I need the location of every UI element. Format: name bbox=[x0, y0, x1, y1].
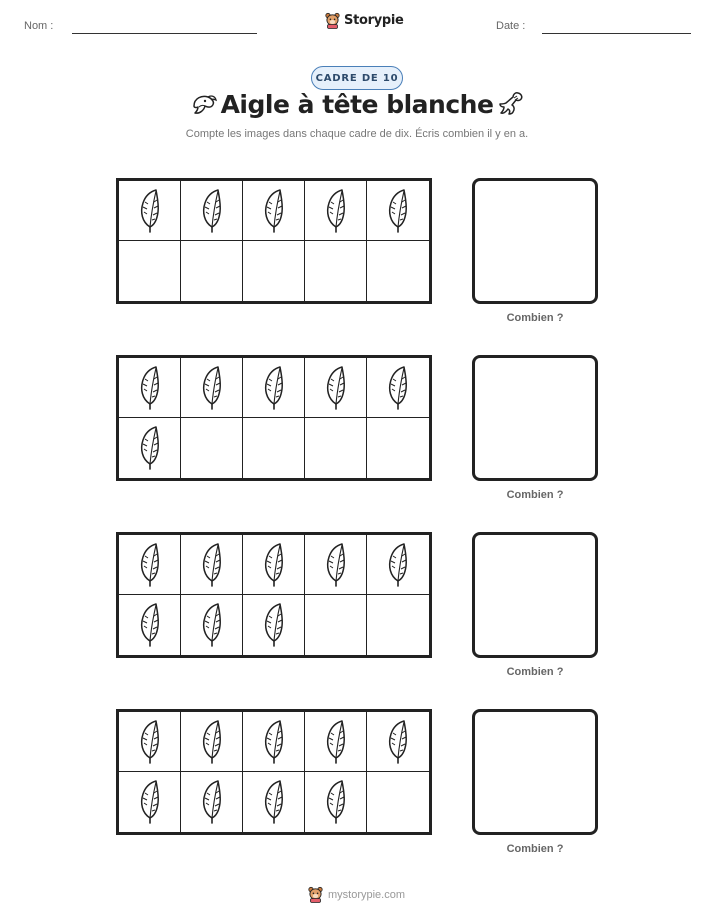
frame-cell bbox=[119, 418, 181, 478]
footer bbox=[308, 886, 405, 903]
frame-cell bbox=[243, 712, 305, 772]
bear-logo-icon bbox=[325, 12, 340, 29]
frame-2 bbox=[116, 355, 432, 481]
frame-cell bbox=[367, 358, 429, 418]
frame-cell bbox=[243, 772, 305, 832]
frame-cell bbox=[367, 241, 429, 301]
feather-icon bbox=[137, 779, 163, 825]
frame-cell bbox=[305, 241, 367, 301]
feather-icon bbox=[137, 542, 163, 588]
frame-cell bbox=[367, 181, 429, 241]
feather-icon bbox=[385, 542, 411, 588]
frame-cell bbox=[181, 595, 243, 655]
feather-icon bbox=[199, 602, 225, 648]
frame-cell bbox=[119, 595, 181, 655]
answer-label-3: Combien ? bbox=[506, 666, 564, 678]
frame-cell bbox=[181, 181, 243, 241]
name-line bbox=[72, 33, 257, 34]
frame-cell bbox=[119, 358, 181, 418]
feather-icon bbox=[261, 542, 287, 588]
feather-icon bbox=[385, 719, 411, 765]
answer-box-2[interactable] bbox=[472, 355, 598, 481]
feather-icon bbox=[199, 188, 225, 234]
frame-cell bbox=[367, 712, 429, 772]
bear-logo-icon bbox=[308, 886, 323, 903]
frame-cell bbox=[181, 535, 243, 595]
frame-cell bbox=[243, 358, 305, 418]
frame-cell bbox=[243, 595, 305, 655]
feather-icon bbox=[323, 188, 349, 234]
feather-icon bbox=[137, 188, 163, 234]
frame-cell bbox=[367, 418, 429, 478]
feather-icon bbox=[385, 188, 411, 234]
eagle-talon-icon bbox=[496, 90, 526, 120]
feather-icon bbox=[137, 365, 163, 411]
frame-cell bbox=[181, 772, 243, 832]
feather-icon bbox=[323, 365, 349, 411]
feather-icon bbox=[199, 542, 225, 588]
frame-cell bbox=[305, 595, 367, 655]
frame-cell bbox=[305, 712, 367, 772]
frame-cell bbox=[305, 181, 367, 241]
page-title: Aigle à tête blanche bbox=[220, 90, 494, 119]
feather-icon bbox=[137, 602, 163, 648]
brand-logo bbox=[325, 12, 404, 29]
frame-cell bbox=[119, 712, 181, 772]
frame-cell bbox=[305, 535, 367, 595]
feather-icon bbox=[199, 779, 225, 825]
frame-cell bbox=[243, 535, 305, 595]
frame-4 bbox=[116, 709, 432, 835]
answer-box-1[interactable] bbox=[472, 178, 598, 304]
feather-icon bbox=[385, 365, 411, 411]
feather-icon bbox=[199, 365, 225, 411]
feather-icon bbox=[261, 719, 287, 765]
answer-label-4: Combien ? bbox=[506, 843, 564, 855]
frame-cell bbox=[305, 772, 367, 832]
feather-icon bbox=[323, 542, 349, 588]
frame-cell bbox=[305, 418, 367, 478]
answer-label-1: Combien ? bbox=[506, 312, 564, 324]
frame-cell bbox=[181, 712, 243, 772]
frame-cell bbox=[367, 595, 429, 655]
brand-name: Storypie bbox=[344, 13, 404, 28]
frame-cell bbox=[119, 181, 181, 241]
frame-cell bbox=[367, 772, 429, 832]
feather-icon bbox=[137, 425, 163, 471]
feather-icon bbox=[199, 719, 225, 765]
answer-box-3[interactable] bbox=[472, 532, 598, 658]
frame-cell bbox=[305, 358, 367, 418]
feather-icon bbox=[261, 188, 287, 234]
date-line bbox=[542, 33, 691, 34]
feather-icon bbox=[261, 365, 287, 411]
feather-icon bbox=[261, 779, 287, 825]
feather-icon bbox=[323, 719, 349, 765]
frame-cell bbox=[119, 241, 181, 301]
footer-site: mystorypie.com bbox=[328, 888, 406, 901]
frame-3 bbox=[116, 532, 432, 658]
name-label: Nom : bbox=[24, 20, 54, 32]
feather-icon bbox=[137, 719, 163, 765]
worksheet-type-badge: CADRE DE 10 bbox=[311, 66, 403, 90]
frame-1 bbox=[116, 178, 432, 304]
feather-icon bbox=[323, 779, 349, 825]
date-label: Date : bbox=[496, 20, 526, 32]
frame-cell bbox=[181, 358, 243, 418]
feather-icon bbox=[261, 602, 287, 648]
answer-label-2: Combien ? bbox=[506, 489, 564, 501]
frame-cell bbox=[181, 418, 243, 478]
frame-cell bbox=[243, 241, 305, 301]
frame-cell bbox=[243, 181, 305, 241]
frame-cell bbox=[181, 241, 243, 301]
frame-cell bbox=[367, 535, 429, 595]
frame-cell bbox=[119, 772, 181, 832]
frame-cell bbox=[119, 535, 181, 595]
frame-cell bbox=[243, 418, 305, 478]
instructions: Compte les images dans chaque cadre de dix. Écris combien il y en a. bbox=[185, 128, 529, 140]
answer-box-4[interactable] bbox=[472, 709, 598, 835]
